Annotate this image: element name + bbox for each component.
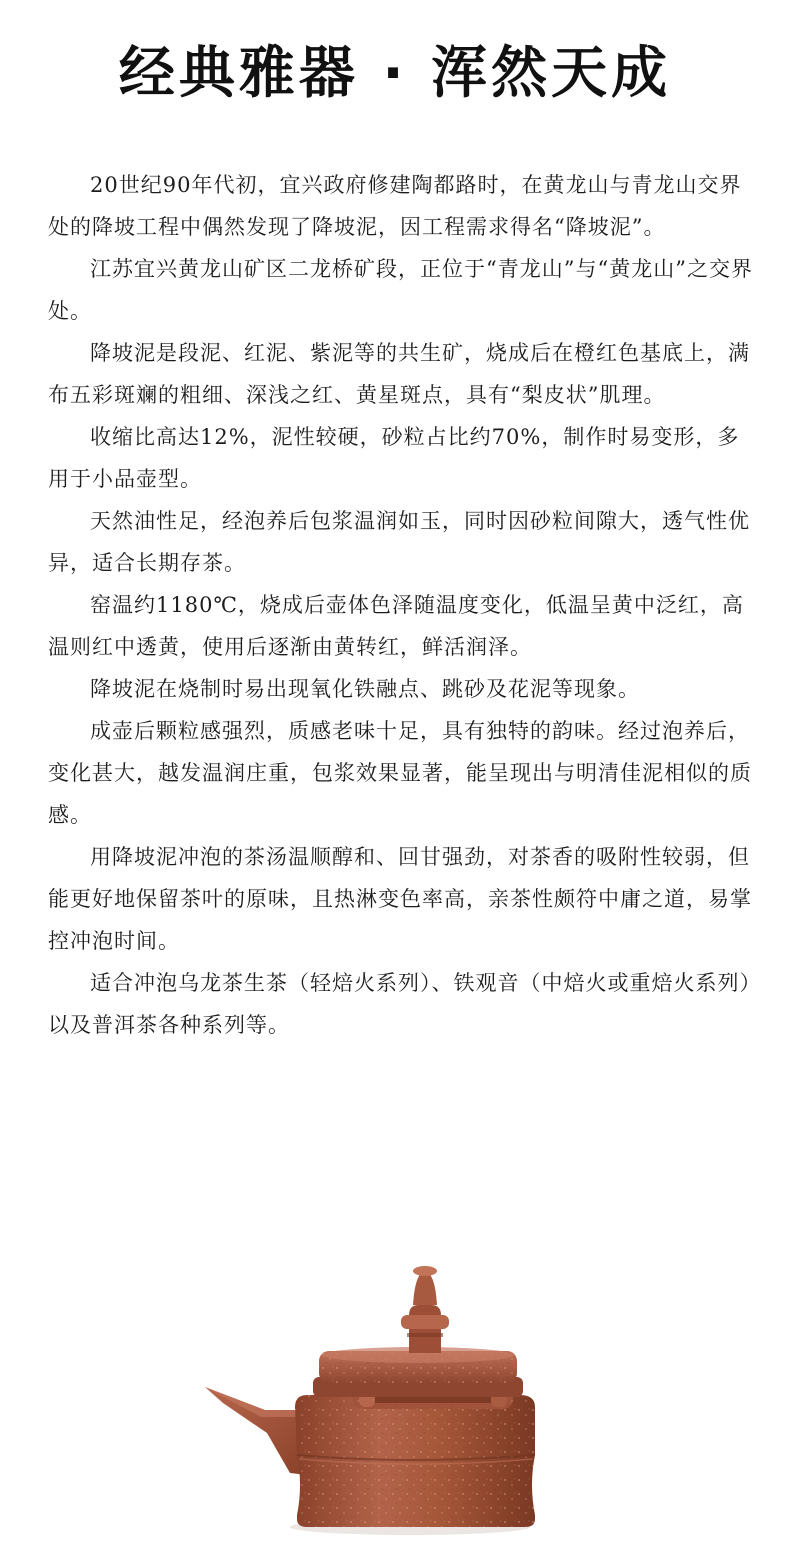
paragraph-discovery: 20世纪90年代初，宜兴政府修建陶都路时，在黄龙山与青龙山交界处的降坡工程中偶然发现了降坡泥，因工程需求得名“降坡泥”。 xyxy=(48,173,742,239)
paragraph-texture: 成壶后颗粒感强烈，质感老味十足，具有独特的韵味。经过泡养后，变化甚大，越发温润庄重，包浆效果显著，能呈现出与明清佳泥相似的质感。 xyxy=(48,719,752,827)
paragraph-oiliness: 天然油性足，经泡养后包浆温润如玉，同时因砂粒间隙大，透气性优异，适合长期存茶。 xyxy=(48,509,750,575)
page-title: 经典雅器 · 浑然天成 xyxy=(118,41,672,106)
paragraph-location: 江苏宜兴黄龙山矿区二龙桥矿段，正位于“青龙山”与“黄龙山”之交界处。 xyxy=(48,257,753,323)
paragraph-shrinkage: 收缩比高达12%，泥性较硬，砂粒占比约70%，制作时易变形，多用于小品壶型。 xyxy=(48,425,740,491)
paragraph-firing-phenomena: 降坡泥在烧制时易出现氧化铁融点、跳砂及花泥等现象。 xyxy=(90,677,640,701)
paragraph-kiln-temperature: 窑温约1180℃，烧成后壶体色泽随温度变化，低温呈黄中泛红，高温则红中透黄，使用后逐渐由黄转红，鲜活润泽。 xyxy=(48,593,744,659)
paragraph-composition: 降坡泥是段泥、红泥、紫泥等的共生矿，烧成后在橙红色基底上，满布五彩斑斓的粗细、深浅之红、黄星斑点，具有“梨皮状”肌理。 xyxy=(48,341,750,407)
teapot-photo xyxy=(195,1155,575,1540)
teapot-icon xyxy=(195,1155,575,1540)
paragraph-brewing: 用降坡泥冲泡的茶汤温顺醇和、回甘强劲，对茶香的吸附性较弱，但能更好地保留茶叶的原味，且热淋变色率高，亲茶性颇符中庸之道，易掌控冲泡时间。 xyxy=(48,845,752,953)
paragraph-suitable-teas: 适合冲泡乌龙茶生茶（轻焙火系列）、铁观音（中焙火或重焙火系列）以及普洱茶各种系列等。 xyxy=(48,971,751,1037)
article-body xyxy=(48,164,754,1046)
